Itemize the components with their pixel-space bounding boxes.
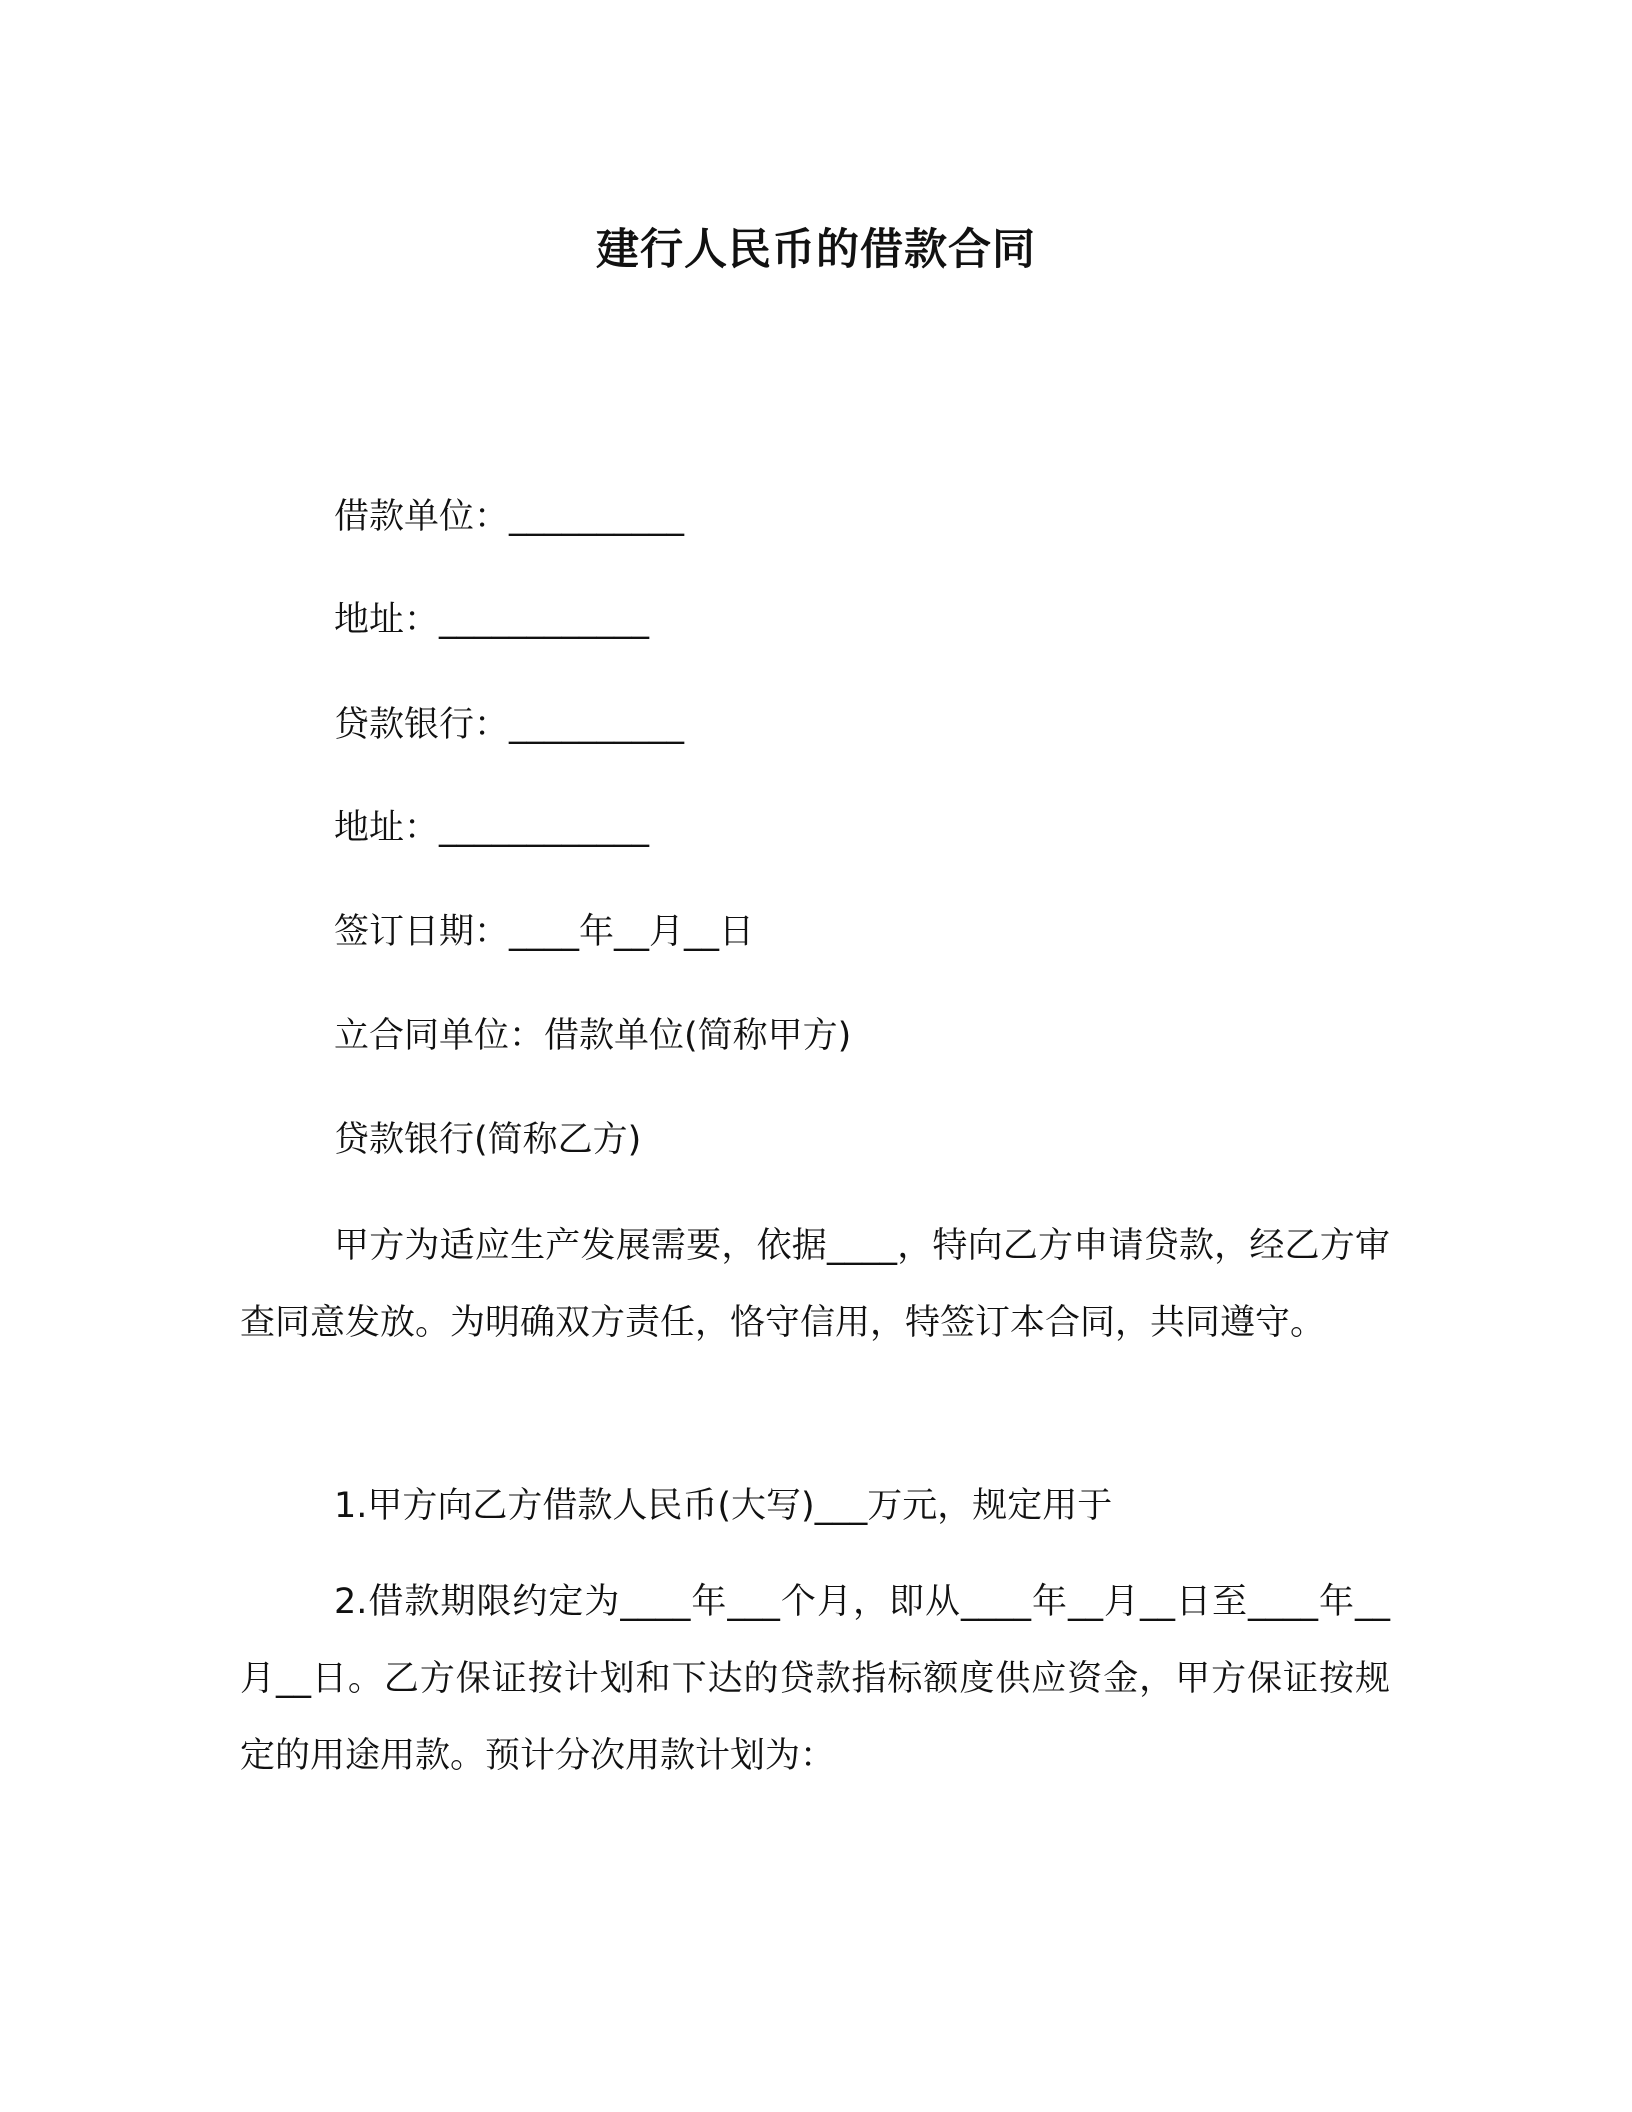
document-title: 建行人民币的借款合同 [596,225,1036,275]
borrower-address-field: 地址：____________ [334,600,650,640]
clause-2-paragraph: 2.借款期限约定为____年___个月，即从____年__月__日至____年__月__日。乙方保证按计划和下达的贷款指标额度供应资金，甲方保证按规定的用途用款。预计分次用款计划为： [240,1582,1390,1776]
signing-date-field: 签订日期：____年__月__日 [334,912,755,952]
intro-paragraph: 甲方为适应生产发展需要，依据____，特向乙方申请贷款，经乙方审查同意发放。为明确双方责任，恪守信用，特签订本合同，共同遵守。 [240,1226,1390,1343]
contract-party-a-field: 立合同单位：借款单位(简称甲方) [334,1016,852,1056]
borrower-unit-field: 借款单位：__________ [334,497,685,537]
lending-bank-field: 贷款银行：__________ [334,705,685,745]
bank-address-field: 地址：____________ [334,808,650,848]
contract-party-b-field: 贷款银行(简称乙方) [334,1120,642,1160]
clause-1-paragraph: 1.甲方向乙方借款人民币(大写)___万元，规定用于 [334,1486,1113,1526]
